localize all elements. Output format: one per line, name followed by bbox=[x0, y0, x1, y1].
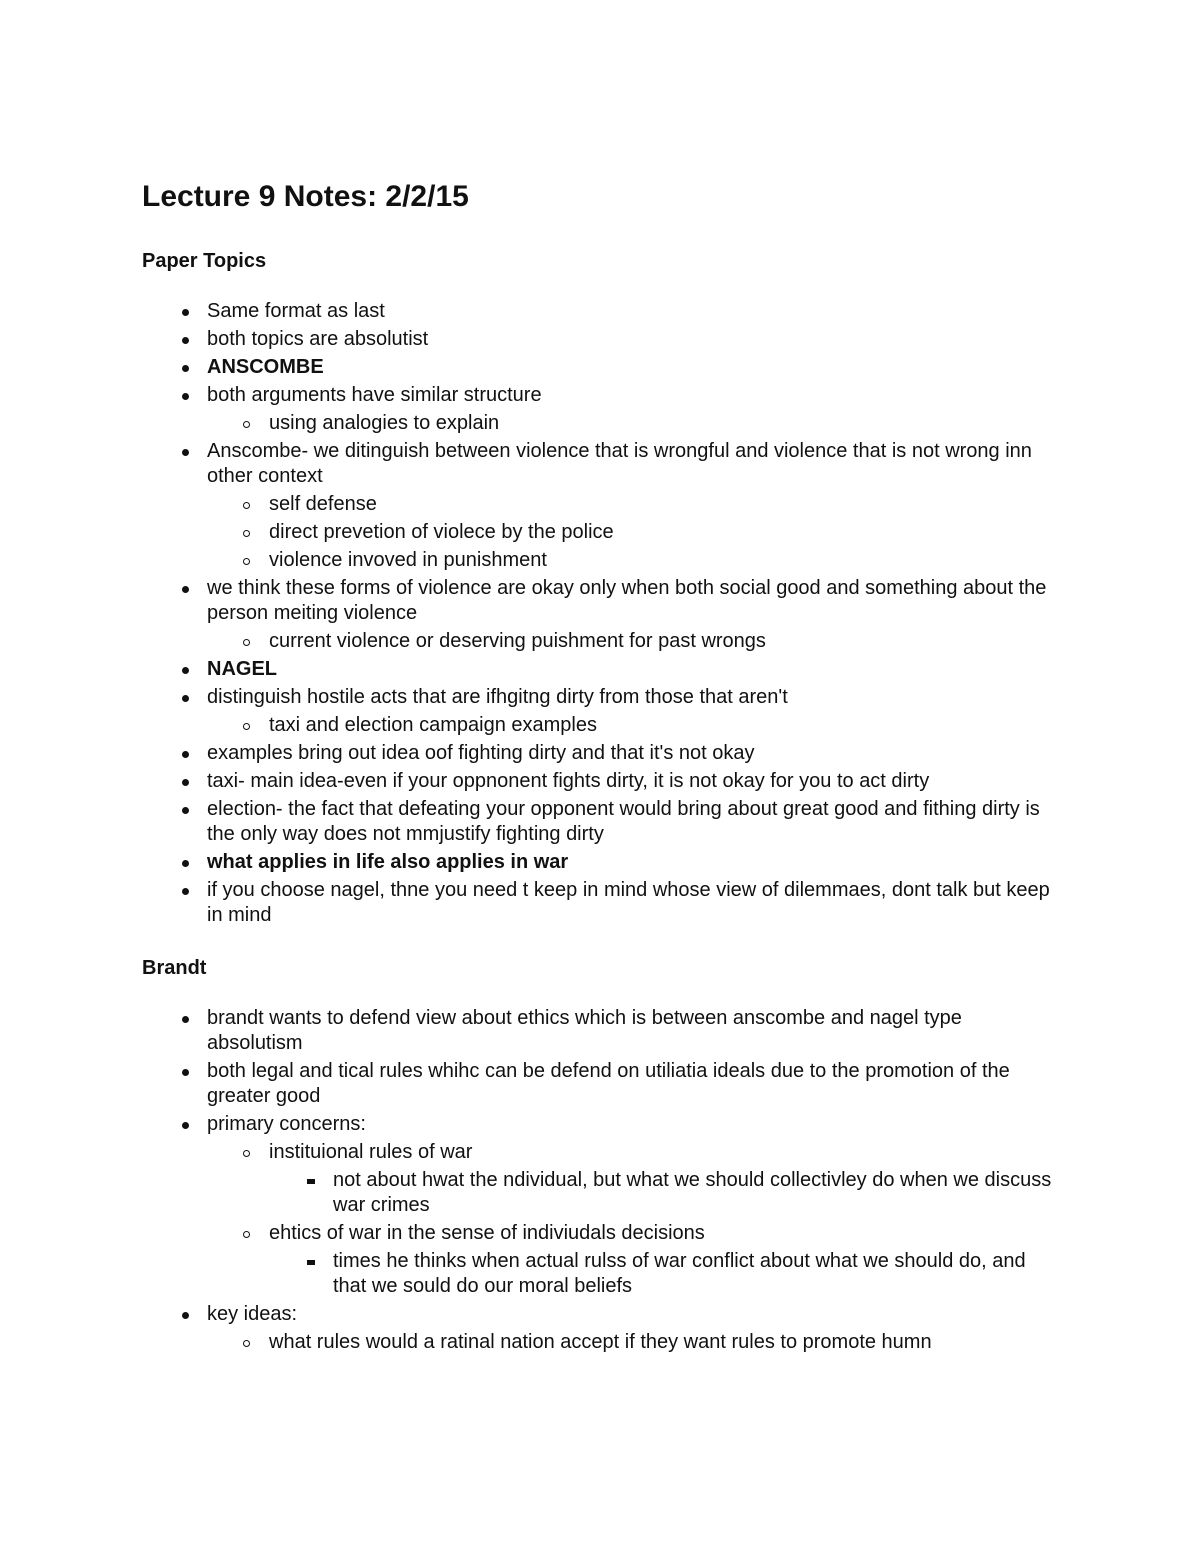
bullet-list bbox=[142, 296, 1062, 928]
list-item bbox=[142, 738, 1062, 766]
circle-bullet-icon bbox=[243, 723, 250, 730]
list-item-text: both arguments have similar structure bbox=[207, 384, 542, 406]
list-item-text: if you choose nagel, thne you need t keep in mind whose view of dilemmaes, dont talk but keep in mind bbox=[207, 879, 1050, 926]
circle-bullet-icon bbox=[243, 530, 250, 537]
list-item bbox=[142, 1137, 1062, 1165]
disc-bullet-icon bbox=[182, 1069, 189, 1076]
list-item bbox=[142, 1165, 1062, 1218]
list-item-text: brandt wants to defend view about ethics which is between anscombe and nagel type absolutism bbox=[207, 1007, 962, 1054]
circle-bullet-icon bbox=[243, 1340, 250, 1347]
disc-bullet-icon bbox=[182, 1312, 189, 1319]
list-item bbox=[142, 408, 1062, 436]
circle-bullet-icon bbox=[243, 639, 250, 646]
circle-bullet-icon bbox=[243, 1150, 250, 1157]
list-item-text: not about hwat the ndividual, but what we should collectivley do when we discuss war crimes bbox=[333, 1169, 1052, 1216]
document-page bbox=[142, 178, 1062, 1355]
list-item bbox=[142, 1246, 1062, 1299]
disc-bullet-icon bbox=[182, 1016, 189, 1023]
list-item-text: key ideas: bbox=[207, 1303, 298, 1325]
list-item bbox=[142, 545, 1062, 573]
section-heading: Paper Topics bbox=[142, 250, 267, 272]
circle-bullet-icon bbox=[243, 558, 250, 565]
list-item bbox=[142, 1109, 1062, 1137]
list-item bbox=[142, 380, 1062, 408]
list-item bbox=[142, 710, 1062, 738]
list-item bbox=[142, 1218, 1062, 1246]
sections-container bbox=[142, 248, 1062, 1355]
list-item bbox=[142, 517, 1062, 545]
circle-bullet-icon bbox=[243, 421, 250, 428]
list-item-text: what applies in life also applies in war bbox=[207, 851, 569, 873]
list-item-text: using analogies to explain bbox=[269, 412, 500, 434]
list-item-text: taxi and election campaign examples bbox=[269, 714, 597, 736]
list-item bbox=[142, 847, 1062, 875]
list-item-text: violence invoved in punishment bbox=[269, 549, 547, 571]
list-item-text: taxi- main idea-even if your oppnonent fights dirty, it is not okay for you to act dirty bbox=[207, 770, 930, 792]
disc-bullet-icon bbox=[182, 751, 189, 758]
bullet-list bbox=[142, 1003, 1062, 1355]
list-item-text: distinguish hostile acts that are ifhgitng dirty from those that aren't bbox=[207, 686, 788, 708]
disc-bullet-icon bbox=[182, 393, 189, 400]
circle-bullet-icon bbox=[243, 502, 250, 509]
list-item bbox=[142, 1327, 1062, 1355]
list-item-text: Anscombe- we ditinguish between violence that is wrongful and violence that is not wrong inn other context bbox=[207, 440, 1032, 487]
list-item bbox=[142, 766, 1062, 794]
page-title: Lecture 9 Notes: 2/2/15 bbox=[142, 180, 469, 213]
disc-bullet-icon bbox=[182, 888, 189, 895]
list-item-text: both topics are absolutist bbox=[207, 328, 429, 350]
list-item-text: primary concerns: bbox=[207, 1113, 366, 1135]
disc-bullet-icon bbox=[182, 586, 189, 593]
list-item-text: direct prevetion of violece by the police bbox=[269, 521, 614, 543]
list-item-text: we think these forms of violence are okay only when both social good and something about the person meiting violence bbox=[207, 577, 1047, 624]
disc-bullet-icon bbox=[182, 449, 189, 456]
circle-bullet-icon bbox=[243, 1231, 250, 1238]
disc-bullet-icon bbox=[182, 337, 189, 344]
list-item bbox=[142, 324, 1062, 352]
list-item-text: what rules would a ratinal nation accept if they want rules to promote humn bbox=[269, 1331, 932, 1353]
list-item bbox=[142, 682, 1062, 710]
disc-bullet-icon bbox=[182, 807, 189, 814]
section-spacer bbox=[142, 928, 1062, 955]
list-item-text: instituional rules of war bbox=[269, 1141, 473, 1163]
list-item bbox=[142, 1299, 1062, 1327]
list-item bbox=[142, 352, 1062, 380]
list-item bbox=[142, 654, 1062, 682]
square-bullet-icon bbox=[307, 1179, 315, 1184]
list-item bbox=[142, 436, 1062, 489]
disc-bullet-icon bbox=[182, 667, 189, 674]
list-item-text: ehtics of war in the sense of indiviudals decisions bbox=[269, 1222, 705, 1244]
list-item-text: current violence or deserving puishment for past wrongs bbox=[269, 630, 766, 652]
list-item bbox=[142, 794, 1062, 847]
list-item-text: NAGEL bbox=[207, 658, 277, 680]
list-item bbox=[142, 489, 1062, 517]
disc-bullet-icon bbox=[182, 695, 189, 702]
list-item-text: ANSCOMBE bbox=[207, 356, 324, 378]
list-item-text: times he thinks when actual rulss of war conflict about what we should do, and that we sould do our moral beliefs bbox=[333, 1250, 1026, 1297]
section-heading: Brandt bbox=[142, 957, 207, 979]
list-item-text: both legal and tical rules whihc can be defend on utiliatia ideals due to the promotion of the greater good bbox=[207, 1060, 1010, 1107]
disc-bullet-icon bbox=[182, 309, 189, 316]
disc-bullet-icon bbox=[182, 1122, 189, 1129]
list-item bbox=[142, 626, 1062, 654]
list-item bbox=[142, 296, 1062, 324]
disc-bullet-icon bbox=[182, 860, 189, 867]
list-item-text: self defense bbox=[269, 493, 377, 515]
list-item bbox=[142, 1056, 1062, 1109]
list-item-text: Same format as last bbox=[207, 300, 385, 322]
list-item-text: election- the fact that defeating your opponent would bring about great good and fithing dirty is the only way does not mmjustify fighting dirty bbox=[207, 798, 1040, 845]
list-item-text: examples bring out idea oof fighting dirty and that it's not okay bbox=[207, 742, 755, 764]
square-bullet-icon bbox=[307, 1260, 315, 1265]
list-item bbox=[142, 1003, 1062, 1056]
disc-bullet-icon bbox=[182, 779, 189, 786]
disc-bullet-icon bbox=[182, 365, 189, 372]
list-item bbox=[142, 573, 1062, 626]
list-item bbox=[142, 875, 1062, 928]
